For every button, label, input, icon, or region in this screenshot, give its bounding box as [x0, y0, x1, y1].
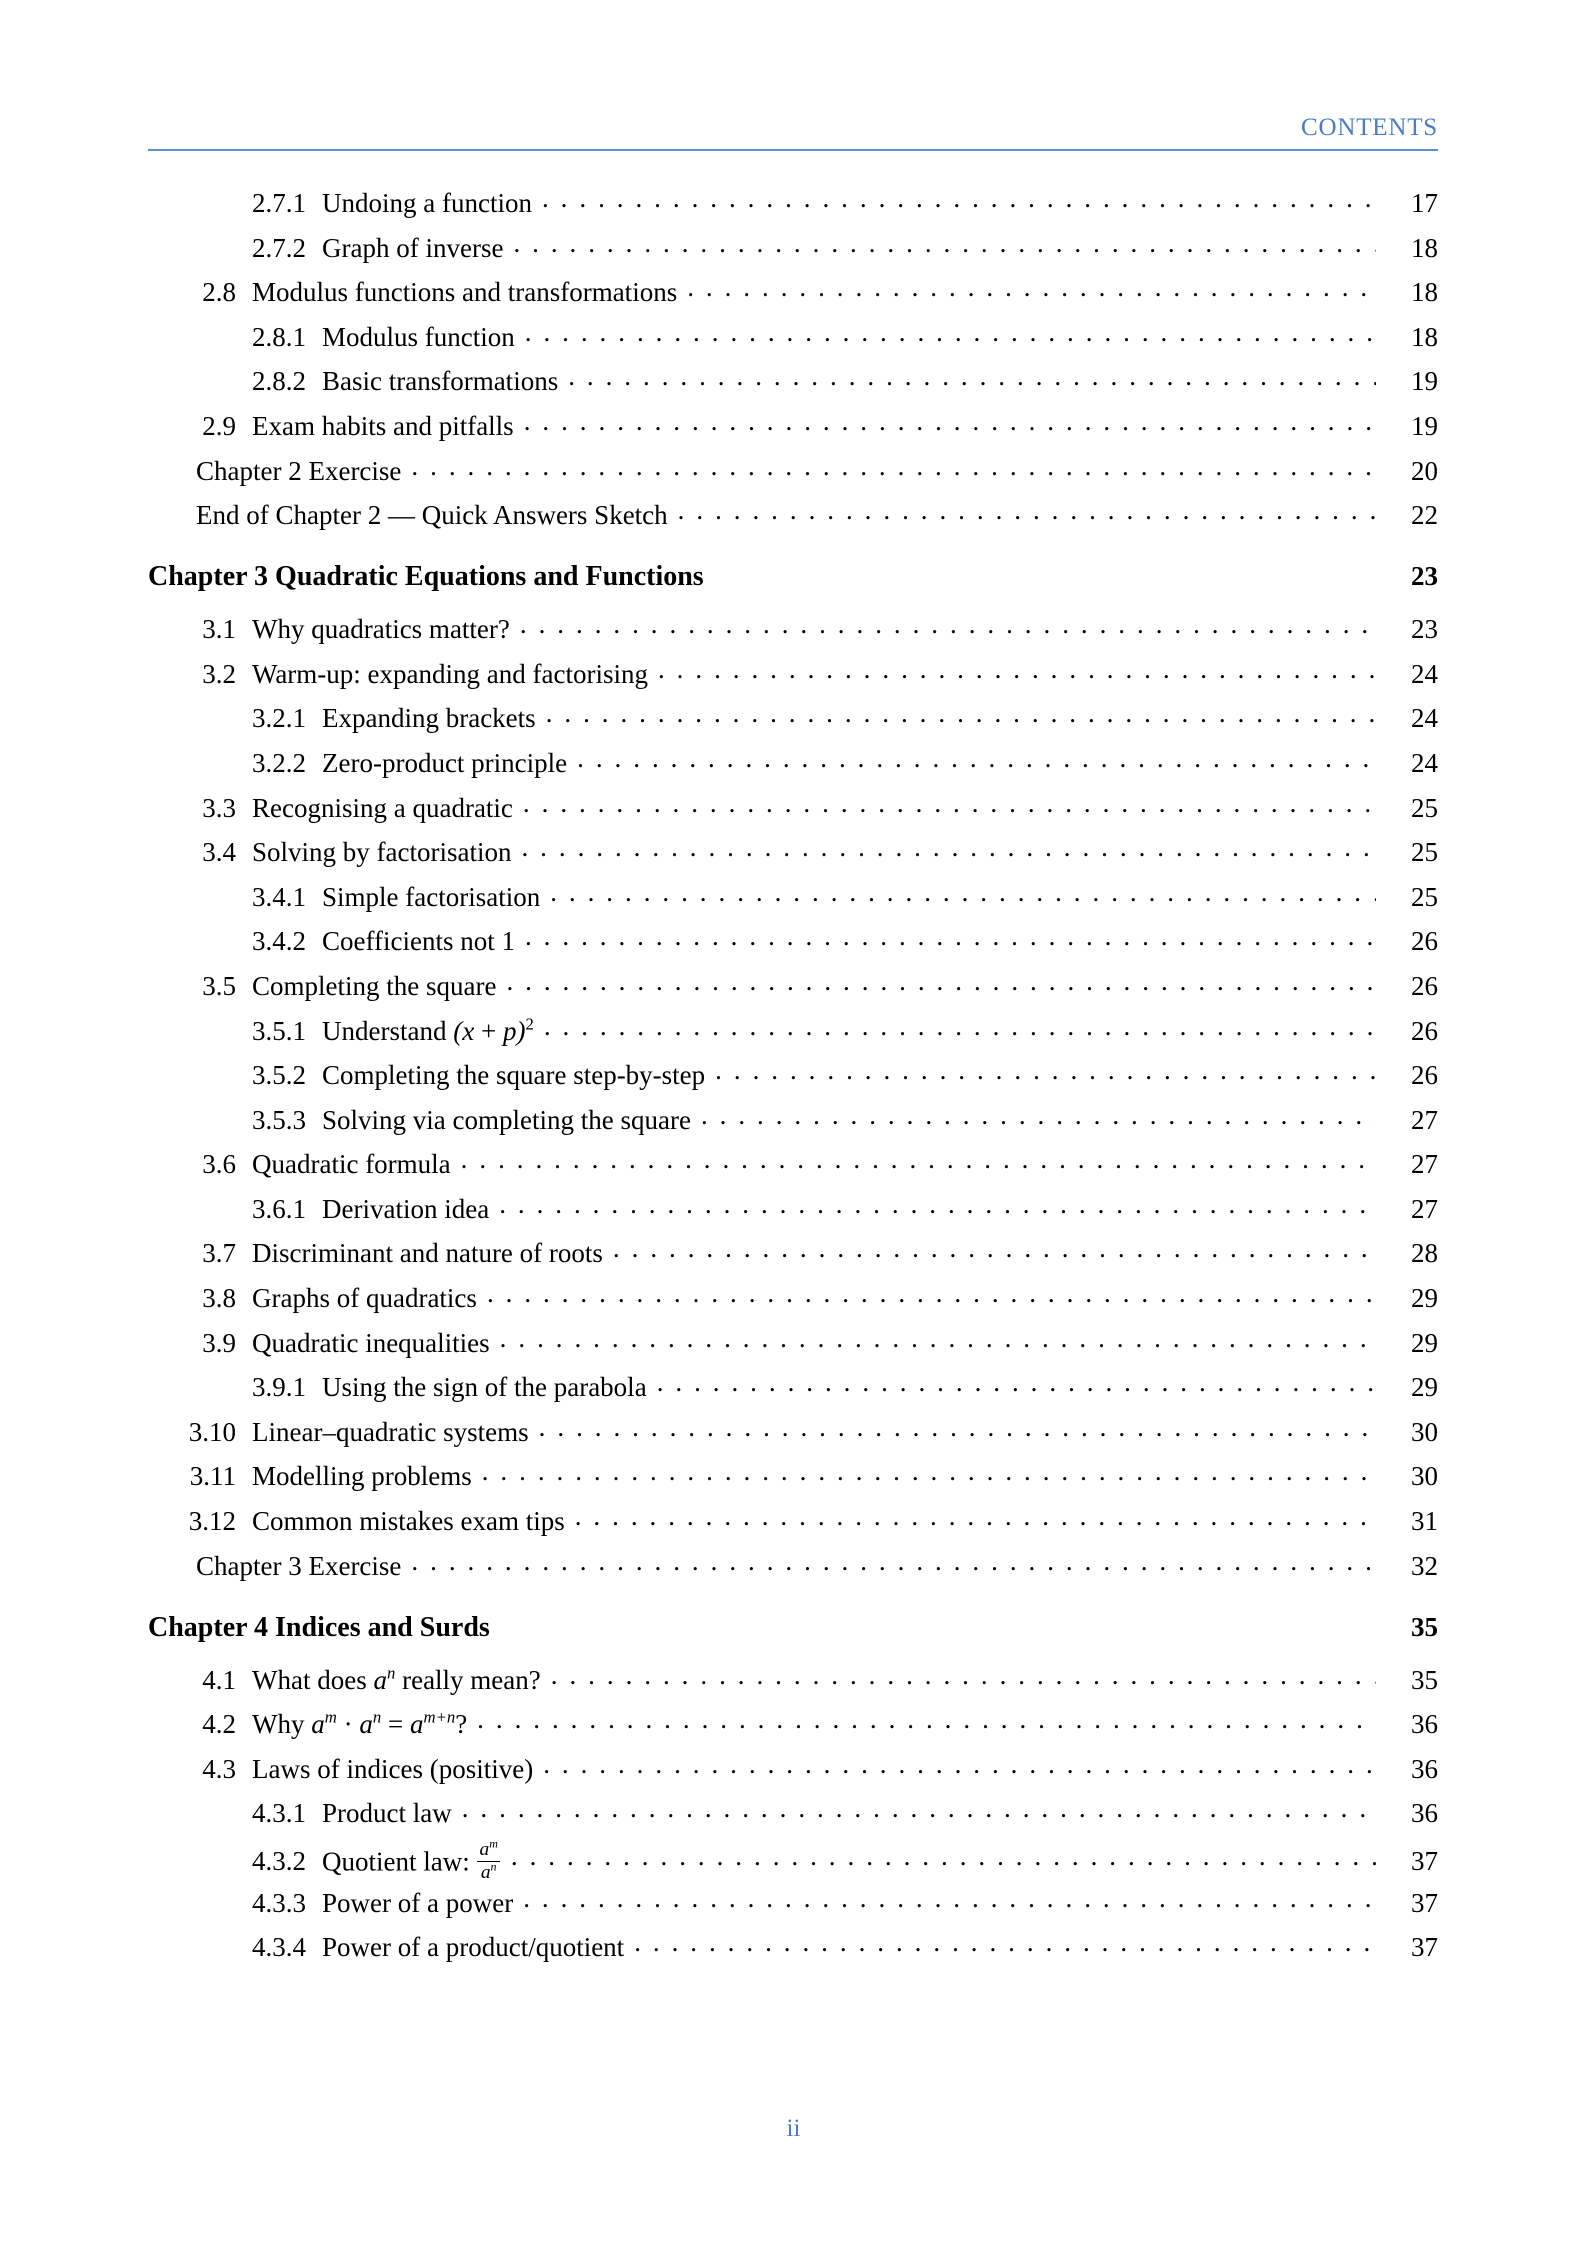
toc-entry-row[interactable]: [148, 497, 1438, 529]
toc-chapter-title: Chapter 3 Quadratic Equations and Functions: [148, 561, 704, 593]
toc-leader-dots: [634, 1929, 1376, 1956]
toc-entry-row[interactable]: [148, 1885, 1438, 1917]
toc-entry-row[interactable]: [148, 1146, 1438, 1178]
toc-entry-number: 4.3.4: [252, 1932, 306, 1963]
toc-entry-row[interactable]: [148, 1325, 1438, 1357]
toc-entry-title: Completing the square: [252, 970, 497, 1001]
toc-entry-page-number: 26: [1411, 926, 1438, 957]
toc-entry-page-number: 25: [1411, 881, 1438, 912]
toc-entry-title: Power of a power: [322, 1887, 514, 1918]
toc-entry-number: 3.12: [188, 1506, 236, 1537]
toc-leader-dots: [462, 1795, 1376, 1822]
toc-entry-page-number: 37: [1411, 1846, 1438, 1877]
toc-entry-number: 3.2.2: [252, 747, 306, 778]
toc-entry-number: 3.2: [202, 658, 236, 689]
toc-entry-number: 2.9: [202, 410, 236, 441]
toc-leader-dots: [499, 1191, 1376, 1218]
header-rule: [148, 149, 1438, 151]
toc-entry-row[interactable]: [148, 656, 1438, 688]
toc-leader-dots: [521, 834, 1376, 861]
toc-entry-title-math: Quotient law: $\frac{a^m}{a^n}$: [322, 1836, 498, 1884]
toc-entry-title: Basic transformations: [322, 366, 559, 397]
toc-entry-page-number: 18: [1411, 321, 1438, 352]
toc-entry-row[interactable]: [148, 1057, 1438, 1089]
toc-entry-page-number: 24: [1411, 747, 1438, 778]
toc-entry-row[interactable]: [148, 1458, 1438, 1490]
toc-entry-page-number: 19: [1411, 410, 1438, 441]
toc-entry-row[interactable]: [148, 1369, 1438, 1401]
toc-entry-page-number: 18: [1411, 277, 1438, 308]
toc-entry-title: Chapter 3 Exercise: [196, 1550, 402, 1581]
toc-entry-page-number: 36: [1411, 1709, 1438, 1740]
toc-entry-row[interactable]: [148, 1836, 1438, 1884]
toc-entry-number: 3.6.1: [252, 1193, 306, 1224]
toc-entry-page-number: 19: [1411, 366, 1438, 397]
toc-entry-page-number: 36: [1411, 1753, 1438, 1784]
toc-entry-title-math: Understand $(x + p)^2$: [322, 1014, 534, 1046]
toc-leader-dots: [542, 185, 1376, 212]
toc-entry-row[interactable]: [148, 1706, 1438, 1738]
toc-entry-page-number: 25: [1411, 792, 1438, 823]
toc-entry-number: 3.9.1: [252, 1372, 306, 1403]
toc-chapter-row[interactable]: [148, 563, 1438, 599]
toc-entry-row[interactable]: [148, 363, 1438, 395]
toc-entry-title: End of Chapter 2 — Quick Answers Sketch: [196, 500, 668, 531]
toc-entry-title: Expanding brackets: [322, 703, 536, 734]
toc-leader-dots: [701, 1102, 1376, 1129]
toc-entry-row[interactable]: [148, 185, 1438, 217]
toc-entry-page-number: 29: [1411, 1372, 1438, 1403]
toc-entry-number: 3.10: [188, 1416, 236, 1447]
toc-leader-dots: [550, 879, 1376, 906]
toc-leader-dots: [657, 1369, 1376, 1396]
toc-entry-number: 2.8: [202, 277, 236, 308]
toc-entry-page-number: 28: [1411, 1238, 1438, 1269]
toc-entry-title: Quadratic inequalities: [252, 1327, 490, 1358]
toc-leader-dots: [524, 408, 1376, 435]
toc-leader-dots: [506, 968, 1376, 995]
toc-entry-title: Why quadratics matter?: [252, 614, 510, 645]
toc-entry-row[interactable]: [148, 319, 1438, 351]
toc-entry-row[interactable]: [148, 1280, 1438, 1312]
toc-entry-page-number: 27: [1411, 1149, 1438, 1180]
toc-entry-title: Solving via completing the square: [322, 1104, 691, 1135]
toc-entry-page-number: 29: [1411, 1283, 1438, 1314]
toc-entry-number: 4.3: [202, 1753, 236, 1784]
toc-entry-page-number: 37: [1411, 1932, 1438, 1963]
toc-entry-number: 3.1: [202, 614, 236, 645]
toc-entry-page-number: 24: [1411, 703, 1438, 734]
toc-entry-number: 3.5: [202, 970, 236, 1001]
toc-entry-number: 4.1: [202, 1664, 236, 1695]
toc-entry-number: 3.7: [202, 1238, 236, 1269]
toc-entry-number: 3.6: [202, 1149, 236, 1180]
toc-leader-dots: [577, 745, 1376, 772]
toc-entry-number: 3.4: [202, 837, 236, 868]
toc-entry-number: 3.4.2: [252, 926, 306, 957]
toc-entry-number: 2.7.2: [252, 232, 306, 263]
toc-entry-title: Exam habits and pitfalls: [252, 410, 514, 441]
toc-entry-number: 4.3.1: [252, 1798, 306, 1829]
toc-entry-title: Chapter 2 Exercise: [196, 455, 402, 486]
toc-entry-title: Solving by factorisation: [252, 837, 512, 868]
toc-leader-dots: [523, 1885, 1376, 1912]
toc-leader-dots: [411, 1548, 1376, 1575]
toc-entry-page-number: 27: [1411, 1193, 1438, 1224]
toc-leader-dots: [715, 1057, 1376, 1084]
toc-chapter-row[interactable]: [148, 1611, 1438, 1650]
toc-entry-page-number: 32: [1411, 1550, 1438, 1581]
running-header: [148, 115, 1438, 151]
toc-chapter-page-number: 35: [1411, 1611, 1438, 1642]
toc-leader-dots: [539, 1414, 1376, 1441]
toc-leader-dots: [461, 1146, 1376, 1173]
toc-entry-title: Derivation idea: [322, 1193, 490, 1224]
toc-leader-dots: [525, 923, 1376, 950]
toc-entry-title: Linear–quadratic systems: [252, 1416, 529, 1447]
toc-entry-page-number: 20: [1411, 455, 1438, 486]
toc-entry-number: 2.7.1: [252, 188, 306, 218]
footer-page-number: ii: [786, 2115, 801, 2142]
toc-entry-title: Graphs of quadratics: [252, 1283, 477, 1314]
toc-entry-number: 2.8.2: [252, 366, 306, 397]
toc-entry-title: Simple factorisation: [322, 881, 541, 912]
toc-entry-number: 3.5.3: [252, 1104, 306, 1135]
toc-entry-row[interactable]: [148, 1013, 1438, 1045]
toc-entry-number: 3.5.2: [252, 1060, 306, 1091]
toc-entry-row[interactable]: [148, 1548, 1438, 1580]
toc-entry-number: 3.5.1: [252, 1015, 306, 1046]
toc-entry-number: 4.3.3: [252, 1887, 306, 1918]
toc-entry-row[interactable]: [148, 790, 1438, 822]
toc-leader-dots: [543, 1751, 1376, 1778]
toc-chapter-page-number: 23: [1411, 561, 1438, 592]
toc-entry-title: Zero-product principle: [322, 747, 568, 778]
toc-entry-title: Laws of indices (positive): [252, 1753, 534, 1784]
toc-entry-title: Modelling problems: [252, 1461, 472, 1492]
toc-leader-dots: [513, 230, 1376, 257]
toc-entry-row[interactable]: [148, 923, 1438, 955]
toc-entry-row[interactable]: [148, 1795, 1438, 1827]
toc-entry-number: 2.8.1: [252, 321, 306, 352]
toc-entry-page-number: 29: [1411, 1327, 1438, 1358]
toc-entry-row[interactable]: [148, 700, 1438, 732]
toc-entry-title: Modulus functions and transformations: [252, 277, 678, 308]
toc-leader-dots: [411, 453, 1376, 480]
toc-entry-title: Undoing a function: [322, 188, 532, 218]
toc-entry-page-number: 25: [1411, 837, 1438, 868]
toc-entry-page-number: 26: [1411, 970, 1438, 1001]
toc-entry-title: Warm-up: expanding and factorising: [252, 658, 648, 689]
toc-leader-dots: [482, 1458, 1376, 1485]
toc-entry-row[interactable]: [148, 1662, 1438, 1694]
toc-entry-number: 4.2: [202, 1709, 236, 1740]
toc-entry-row[interactable]: [148, 1751, 1438, 1783]
toc-entry-page-number: 24: [1411, 658, 1438, 689]
toc-entry-page-number: 37: [1411, 1887, 1438, 1918]
toc-entry-row[interactable]: [148, 745, 1438, 777]
toc-entry-title: Coefficients not 1: [322, 926, 515, 957]
toc-entry-title: Recognising a quadratic: [252, 792, 513, 823]
toc-entry-row[interactable]: [148, 1191, 1438, 1223]
toc-entry-page-number: 35: [1411, 1664, 1438, 1695]
toc-entry-page-number: 26: [1411, 1015, 1438, 1046]
toc-entry-title: Modulus function: [322, 321, 515, 352]
toc-entry-page-number: 36: [1411, 1798, 1438, 1829]
toc-entry-page-number: 30: [1411, 1416, 1438, 1447]
toc-entry-row[interactable]: [148, 1929, 1438, 1961]
toc-leader-dots: [487, 1280, 1376, 1307]
toc-leader-dots: [687, 274, 1376, 301]
toc-entry-page-number: 23: [1411, 614, 1438, 645]
toc-entry-row[interactable]: [148, 274, 1438, 306]
toc-entry-row[interactable]: [148, 1414, 1438, 1446]
toc-entry-page-number: 26: [1411, 1060, 1438, 1091]
toc-entry-row[interactable]: [148, 1235, 1438, 1267]
toc-entry-row[interactable]: [148, 968, 1438, 1000]
toc-entry-row[interactable]: [148, 611, 1438, 643]
toc-entry-row[interactable]: [148, 1503, 1438, 1535]
toc-entry-title: Common mistakes exam tips: [252, 1506, 565, 1537]
toc-entry-title: Product law: [322, 1798, 452, 1829]
toc-chapter-title: Chapter 4 Indices and Surds: [148, 1611, 490, 1643]
toc-entry-number: 3.2.1: [252, 703, 306, 734]
toc-entry-page-number: 30: [1411, 1461, 1438, 1492]
toc-entry-number: 4.3.2: [252, 1846, 306, 1877]
toc-entry-title: Power of a product/quotient: [322, 1932, 625, 1963]
toc-leader-dots: [613, 1235, 1376, 1262]
toc-entry-title: Using the sign of the parabola: [322, 1372, 647, 1403]
toc-leader-dots: [520, 611, 1376, 638]
toc-entry-title-math: What does $a^n$ really mean?: [252, 1663, 541, 1695]
toc-entry-page-number: 31: [1411, 1506, 1438, 1537]
header-title: CONTENTS: [1301, 114, 1438, 141]
toc-leader-dots: [551, 1662, 1376, 1689]
toc-leader-dots: [678, 497, 1376, 524]
toc-entry-row[interactable]: [148, 1102, 1438, 1134]
toc-entry-number: 3.8: [202, 1283, 236, 1314]
toc-entry-page-number: 17: [1411, 188, 1438, 218]
toc-leader-dots: [525, 319, 1376, 346]
toc-entry-number: 3.3: [202, 792, 236, 823]
toc-entry-page-number: 18: [1411, 232, 1438, 263]
toc-entry-row[interactable]: [148, 230, 1438, 262]
toc-entry-list: [148, 185, 1438, 1974]
toc-entry-title: Completing the square step-by-step: [322, 1060, 706, 1091]
toc-leader-dots: [658, 656, 1376, 683]
toc-leader-dots: [575, 1503, 1376, 1530]
page-footer: [0, 2115, 1587, 2143]
toc-leader-dots: [477, 1706, 1376, 1733]
toc-entry-title: Quadratic formula: [252, 1149, 451, 1180]
toc-entry-number: 3.9: [202, 1327, 236, 1358]
toc-entry-number: 3.4.1: [252, 881, 306, 912]
toc-entry-number: 3.11: [189, 1461, 236, 1492]
toc-entry-title-math: Why $a^m \cdot a^n = a^{m+n}$?: [252, 1707, 468, 1740]
toc-entry-page-number: 27: [1411, 1104, 1438, 1135]
toc-entry-title: Discriminant and nature of roots: [252, 1238, 603, 1269]
toc-entry-row[interactable]: [148, 408, 1438, 440]
toc-entry-title: Graph of inverse: [322, 232, 504, 263]
toc-leader-dots: [500, 1325, 1376, 1352]
toc-entry-page-number: 22: [1411, 500, 1438, 531]
toc-entry-row[interactable]: [148, 834, 1438, 866]
toc-leader-dots: [511, 1843, 1376, 1870]
toc-entry-row[interactable]: [148, 879, 1438, 911]
toc-leader-dots: [546, 700, 1376, 727]
toc-leader-dots: [568, 363, 1376, 390]
toc-leader-dots: [544, 1013, 1376, 1040]
toc-entry-row[interactable]: [148, 453, 1438, 485]
toc-leader-dots: [523, 790, 1376, 817]
